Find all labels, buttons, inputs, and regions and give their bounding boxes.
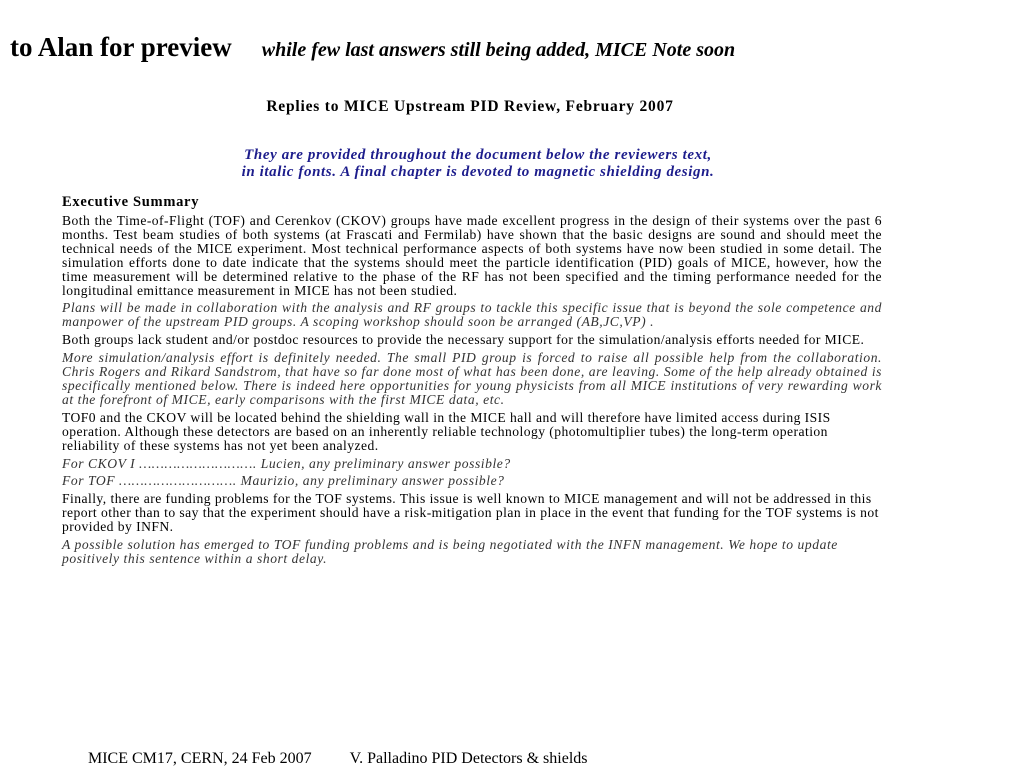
intro-line: in italic fonts. A final chapter is devoted to magnetic shielding design. bbox=[241, 164, 715, 180]
slide-title: to Alan for preview bbox=[10, 32, 232, 62]
slide-header bbox=[10, 32, 735, 63]
slide-subtitle: while few last answers still being added, MICE Note soon bbox=[261, 39, 736, 61]
document-image bbox=[62, 98, 882, 570]
document-title: Replies to MICE Upstream PID Review, February 2007 bbox=[266, 98, 674, 115]
section-heading: Executive Summary bbox=[62, 194, 200, 210]
review-paragraph: TOF0 and the CKOV will be located behind the shielding wall in the MICE hall and will therefore have limited access during ISIS operation. Although these detectors are based on an inherently reliable technology (photomultiplier tubes) the long-term operation reliability of these systems has not yet been analyzed. bbox=[62, 409, 831, 453]
reply-paragraph: For TOF ………………………. Maurizio, any preliminary answer possible? bbox=[62, 473, 505, 489]
review-paragraph: Finally, there are funding problems for the TOF systems. This issue is well known to MICE management and will not be addressed in this report other than to say that the experiment should have a risk-mitigation plan in place in the event that funding for the TOF systems is not provided by INFN. bbox=[62, 491, 879, 535]
footer-author: V. Palladino PID Detectors & shields bbox=[349, 750, 588, 767]
review-paragraph: Both the Time-of-Flight (TOF) and Cerenkov (CKOV) groups have made excellent progress in the design of their systems over the past 6 months. Test beam studies of both systems (at Frascati and Fermilab) have shown that the basic designs are sound and should meet the technical needs of the MICE experiment. Most technical performance aspects of both systems have now been studied in some detail. The simulation efforts done to date indicate that the systems should meet the particle identification (PID) goals of MICE, however, how the time measurement will be determined relative to the phase of the RF has not been specified and the timing performance needed for the longitudinal emittance measurement in MICE has not been studied. bbox=[62, 213, 882, 298]
reply-paragraph: For CKOV I ………………………. Lucien, any preliminary answer possible? bbox=[62, 455, 511, 471]
intro-note bbox=[68, 147, 888, 181]
intro-line: They are provided throughout the document below the reviewers text, bbox=[244, 147, 712, 163]
review-paragraph: Both groups lack student and/or postdoc resources to provide the necessary support for the simulation/analysis efforts needed for MICE. bbox=[62, 332, 865, 348]
reply-paragraph: A possible solution has emerged to TOF funding problems and is being negotiated with the INFN management. We hope to update positively this sentence within a short delay. bbox=[62, 537, 838, 566]
reply-paragraph: More simulation/analysis effort is definitely needed. The small PID group is forced to raise all possible help from the collaboration. Chris Rogers and Rikard Sandstrom, that have so far done most of what has been done, are leaving. Some of the help already obtained is specifically mentioned below. There is indeed here opportunities for young physicists from all MICE institutions of very rewarding work at the forefront of MICE, early comparisons with the first MICE data, etc. bbox=[62, 350, 882, 407]
footer-event: MICE CM17, CERN, 24 Feb 2007 bbox=[88, 750, 312, 767]
slide-footer bbox=[88, 750, 587, 768]
reply-paragraph: Plans will be made in collaboration with the analysis and RF groups to tackle this specific issue that is beyond the sole competence and manpower of the upstream PID groups. A scoping workshop should soon be arranged (AB,JC,VP) . bbox=[62, 300, 882, 330]
